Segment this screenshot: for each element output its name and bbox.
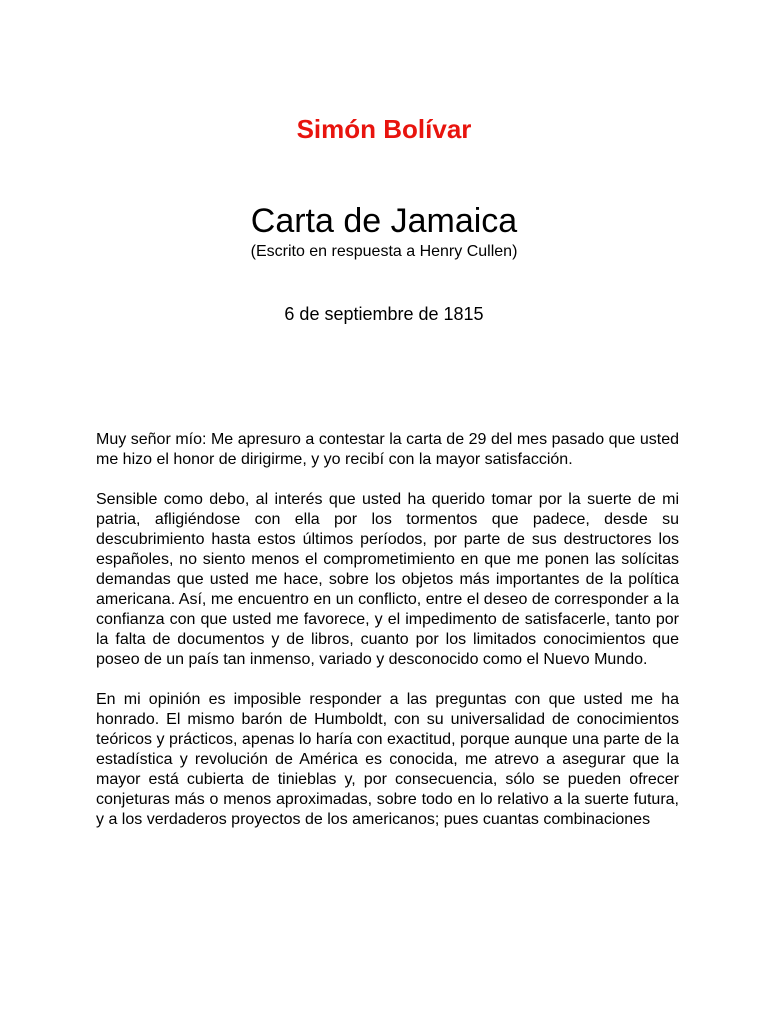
document-subtitle: (Escrito en respuesta a Henry Cullen): [250, 243, 518, 260]
document-date: 6 de septiembre de 1815: [284, 304, 484, 324]
paragraph: Muy señor mío: Me apresuro a contestar la carta de 29 del mes pasado que usted me hizo el honor de dirigirme, y yo recibí con la mayor satisfacción.: [96, 431, 679, 468]
paragraph: En mi opinión es imposible responder a las preguntas con que usted me ha honrado. El mismo barón de Humboldt, con su universalidad de conocimientos teóricos y prácticos, apenas lo haría con exactitud, porque aunque una parte de la estadística y revolución de América es conocida, me atrevo a asegurar que la mayor está cubierta de tinieblas y, por consecuencia, sólo se pueden ofrecer conjeturas más o menos aproximadas, sobre todo en lo relativo a la suerte futura, y a los verdaderos proyectos de los americanos; pues cuantas combinaciones: [96, 691, 679, 828]
author-heading: Simón Bolívar: [296, 114, 472, 144]
letter-body: [96, 430, 679, 850]
paragraph: Sensible como debo, al interés que usted ha querido tomar por la suerte de mi patria, afligiéndose con ella por los tormentos que padece, desde su descubrimiento hasta estos últimos períodos, por parte de sus destructores los españoles, no siento menos el comprometimiento en que me ponen las solícitas demandas que usted me hace, sobre los objetos más importantes de la política americana. Así, me encuentro en un conflicto, entre el deseo de corresponder a la confianza con que usted me favorece, y el impedimento de satisfacerle, tanto por la falta de documentos y de libros, cuanto por los limitados conocimientos que poseo de un país tan inmenso, variado y desconocido como el Nuevo Mundo.: [96, 491, 679, 668]
document-title: Carta de Jamaica: [250, 202, 518, 240]
